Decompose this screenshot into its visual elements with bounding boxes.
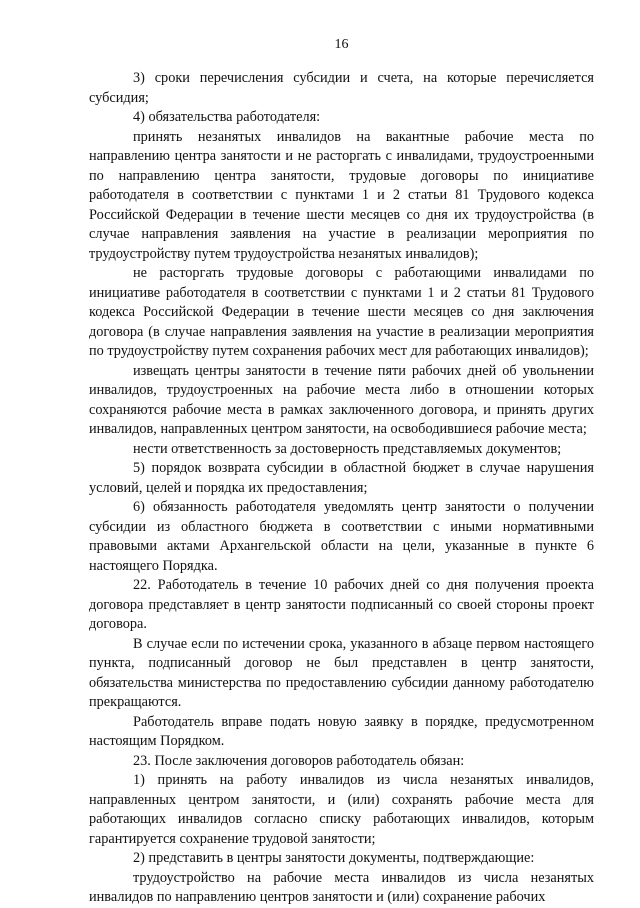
paragraph: 22. Работодатель в течение 10 рабочих дней со дня получения проекта договора представляет в центр занятости подписанный со своей стороны проект договора. (89, 577, 594, 632)
paragraph: не расторгать трудовые договоры с работающими инвалидами по инициативе работодателя в соответствии с пунктами 1 и 2 статьи 81 Трудового кодекса Российской Федерации в течение шести месяцев со дня заключения договора (в случае направления заявления на участие в реализации мероприятия по трудоустройству путем сохранения рабочих мест для работающих инвалидов); (89, 265, 594, 359)
paragraph: 1) принять на работу инвалидов из числа незанятых инвалидов, направленных центром занятости, и (или) сохранять рабочие места для работающих инвалидов согласно списку работающих инвалидов, которым гарантируется сохранение трудовой занятости; (89, 772, 594, 847)
paragraph: 3) сроки перечисления субсидии и счета, на которые перечисляется субсидия; (89, 70, 594, 106)
paragraph: 5) порядок возврата субсидии в областной бюджет в случае нарушения условий, целей и порядка их предоставления; (89, 460, 594, 496)
paragraph: извещать центры занятости в течение пяти рабочих дней об увольнении инвалидов, трудоустроенных на рабочие места либо в отношении которых сохраняются рабочие места в рамках заключенного договора, и принять других инвалидов, направленных центром занятости, на освободившиеся рабочие места; (89, 362, 594, 437)
paragraph: принять незанятых инвалидов на вакантные рабочие места по направлению центра занятости и не расторгать с инвалидами, трудоустроенными по направлению центра занятости, трудовые договоры по инициативе работодателя в соответствии с пунктами 1 и 2 статьи 81 Трудового кодекса Российской Федерации в течение шести месяцев со дня их трудоустройства (в случае направления заявления на участие в реализации мероприятия по трудоустройству путем трудоустройства незанятых инвалидов); (89, 128, 594, 262)
document-body (89, 69, 594, 908)
paragraph: 4) обязательства работодателя: (133, 109, 321, 125)
paragraph: 23. После заключения договоров работодатель обязан: (133, 752, 465, 769)
page-number: 16 (334, 37, 349, 52)
paragraph: 6) обязанность работодателя уведомлять центр занятости о получении субсидии из областного бюджета в соответствии с иными нормативными правовыми актами Архангельской области на цели, указанные в пункте 6 настоящего Порядка. (89, 499, 594, 574)
paragraph: Работодатель вправе подать новую заявку в порядке, предусмотренном настоящим Порядком. (89, 713, 594, 749)
paragraph: В случае если по истечении срока, указанного в абзаце первом настоящего пункта, подписанный договор не был представлен в центр занятости, обязательства министерства по предоставлению субсидии данному работодателю прекращаются. (89, 635, 594, 710)
paragraph: 2) представить в центры занятости документы, подтверждающие: (133, 850, 535, 866)
paragraph: трудоустройство на рабочие места инвалидов из числа незанятых инвалидов по направлению центров занятости и (или) сохранение рабочих (89, 869, 594, 905)
paragraph: нести ответственность за достоверность представляемых документов; (133, 440, 562, 457)
